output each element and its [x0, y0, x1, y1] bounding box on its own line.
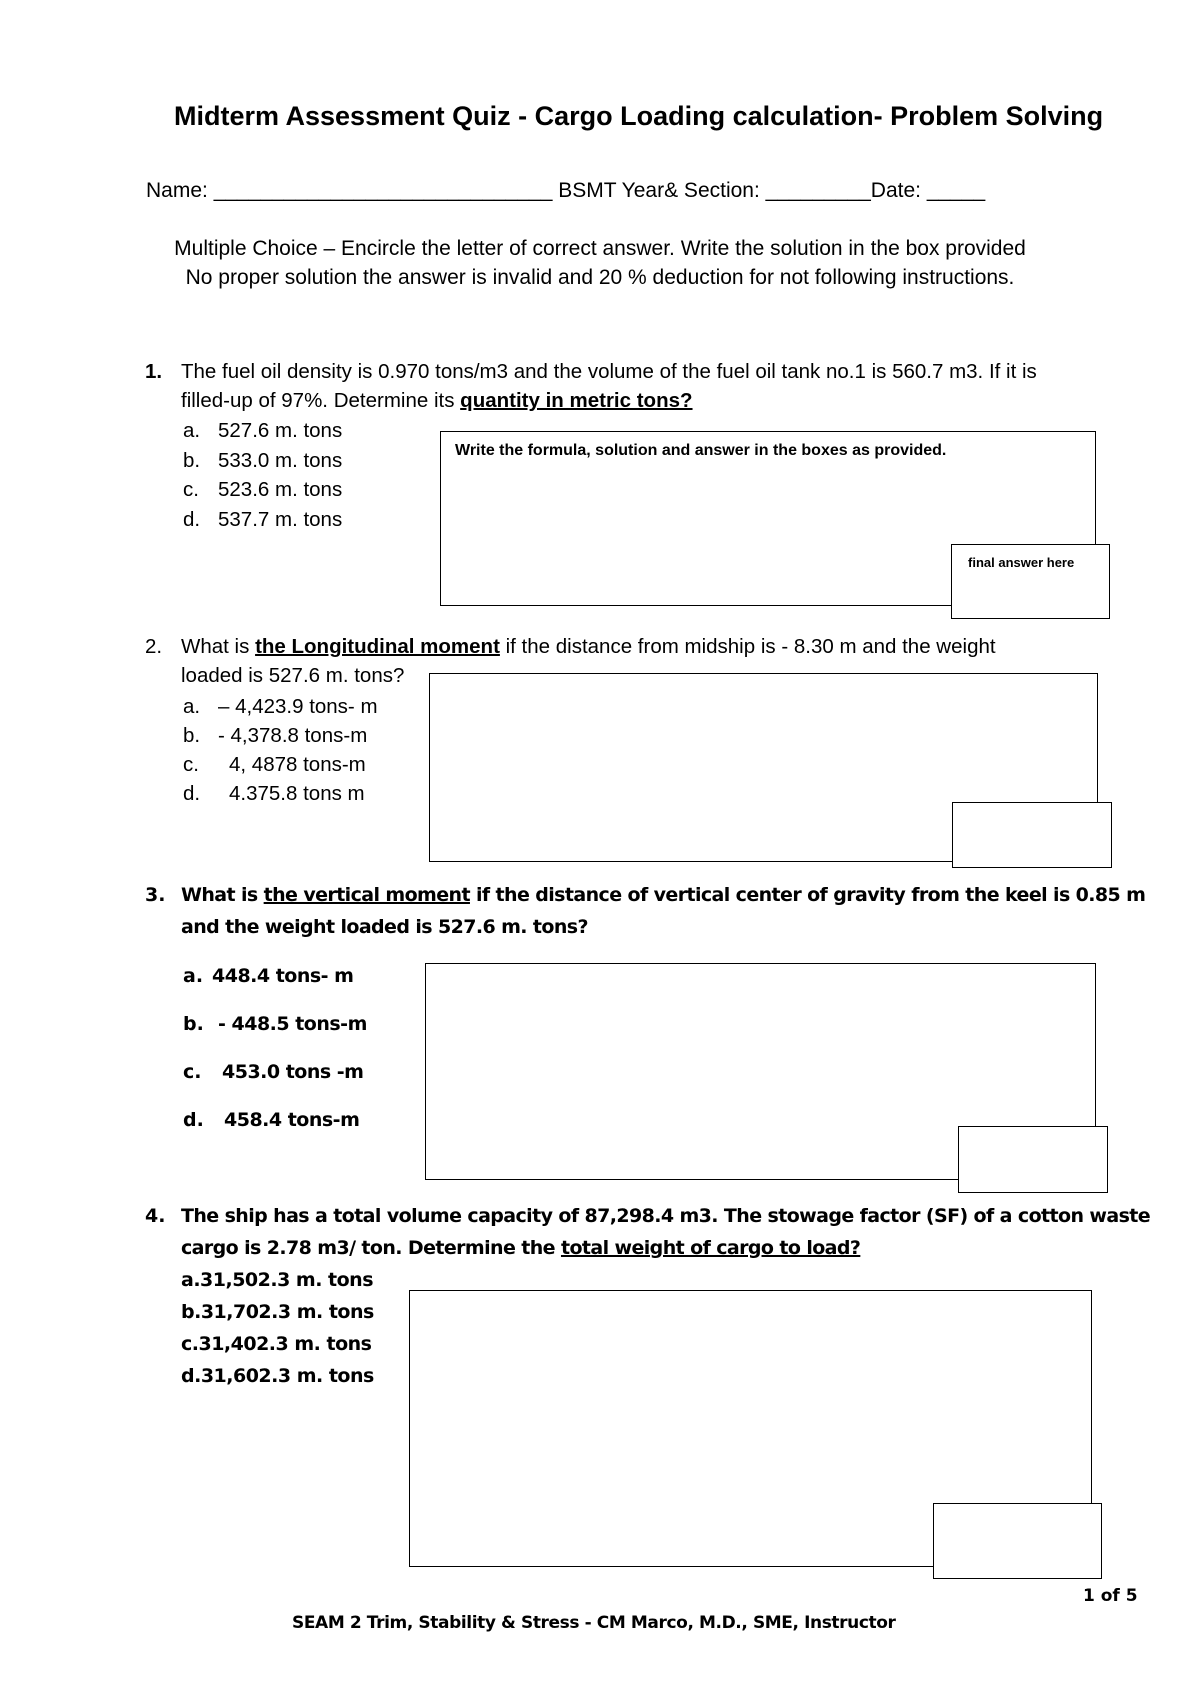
- formula-instruction-note: Write the formula, solution and answer in the boxes as provided.: [455, 442, 947, 459]
- q4-option-b[interactable]: b.31,702.3 m. tons: [181, 1301, 374, 1323]
- q4-number: 4.: [145, 1205, 166, 1227]
- q3-text-prefix: What is: [181, 884, 258, 906]
- q3-final-answer-box[interactable]: [958, 1126, 1108, 1193]
- q4-text-line-2-plain: cargo is 2.78 m3/ ton. Determine the: [181, 1237, 555, 1259]
- q2-option-d-letter[interactable]: d.: [183, 782, 201, 805]
- q3-option-d-text[interactable]: 458.4 tons-m: [224, 1109, 360, 1131]
- q1-number: 1.: [145, 360, 163, 383]
- q1-final-answer-box[interactable]: [951, 544, 1110, 619]
- q2-option-c-text[interactable]: 4, 4878 tons-m: [229, 753, 366, 776]
- section-label: BSMT Year& Section:: [558, 179, 760, 202]
- q3-option-b-text[interactable]: - 448.5 tons-m: [218, 1013, 367, 1035]
- q1-option-d-letter[interactable]: d.: [183, 508, 201, 531]
- q2-text-prefix: What is: [181, 635, 250, 658]
- q1-text-line-1: The fuel oil density is 0.970 tons/m3 and the volume of the fuel oil tank no.1 is 560.7 m3. If it is: [181, 360, 1037, 383]
- instructions-line-1: Multiple Choice – Encircle the letter of correct answer. Write the solution in the box provided: [174, 237, 1026, 260]
- q1-option-a-letter[interactable]: a.: [183, 419, 201, 442]
- q2-number: 2.: [145, 635, 163, 658]
- q4-option-c[interactable]: c.31,402.3 m. tons: [181, 1333, 372, 1355]
- q3-text-suffix: if the distance of vertical center of gravity from the keel is 0.85 m: [475, 884, 1146, 906]
- q4-option-a[interactable]: a.31,502.3 m. tons: [181, 1269, 374, 1291]
- q2-option-b-text[interactable]: - 4,378.8 tons-m: [218, 724, 368, 747]
- q2-option-a-letter[interactable]: a.: [183, 695, 201, 718]
- q1-option-c-letter[interactable]: c.: [183, 478, 199, 501]
- section-blank: _________: [765, 179, 871, 202]
- q3-option-b-letter[interactable]: b.: [183, 1013, 204, 1035]
- q2-text-suffix: if the distance from midship is - 8.30 m and the weight: [505, 635, 996, 658]
- final-answer-note: final answer here: [968, 555, 1075, 570]
- q2-final-answer-box[interactable]: [952, 802, 1112, 868]
- page-title: Midterm Assessment Quiz - Cargo Loading calculation- Problem Solving: [174, 101, 1104, 131]
- q2-text-line-2: loaded is 527.6 m. tons?: [181, 664, 405, 687]
- q4-final-answer-box[interactable]: [933, 1503, 1102, 1579]
- name-blank: _____________________________: [213, 179, 553, 202]
- q1-text-line-2-plain: filled-up of 97%. Determine its: [181, 389, 455, 412]
- course-footer: SEAM 2 Trim, Stability & Stress - CM Marco, M.D., SME, Instructor: [292, 1613, 896, 1633]
- q1-option-b-letter[interactable]: b.: [183, 449, 201, 472]
- q3-option-a-letter[interactable]: a.: [183, 965, 204, 987]
- student-info-line: [146, 179, 985, 203]
- instructions-line-2: No proper solution the answer is invalid and 20 % deduction for not following instructions.: [185, 266, 1015, 289]
- q2-option-d-text[interactable]: 4.375.8 tons m: [229, 782, 365, 805]
- q3-number: 3.: [145, 884, 166, 906]
- q1-option-b-text[interactable]: 533.0 m. tons: [218, 449, 343, 472]
- q3-text-line-2: and the weight loaded is 527.6 m. tons?: [181, 916, 588, 938]
- q2-emphasis: the Longitudinal moment: [255, 635, 500, 658]
- q1-option-a-text[interactable]: 527.6 m. tons: [218, 419, 343, 442]
- q4-option-d[interactable]: d.31,602.3 m. tons: [181, 1365, 374, 1387]
- date-label: Date:: [870, 179, 921, 202]
- q3-emphasis: the vertical moment: [263, 884, 470, 906]
- page-number: 1 of 5: [1083, 1586, 1138, 1606]
- q1-emphasis: quantity in metric tons?: [460, 389, 693, 412]
- q4-emphasis: total weight of cargo to load?: [560, 1237, 861, 1259]
- q2-text-line-1: [181, 635, 996, 659]
- q2-option-b-letter[interactable]: b.: [183, 724, 201, 747]
- q3-option-d-letter[interactable]: d.: [183, 1109, 204, 1131]
- q3-option-a-text[interactable]: 448.4 tons- m: [212, 965, 354, 987]
- name-label: Name:: [146, 179, 208, 202]
- q3-option-c-letter[interactable]: c.: [183, 1061, 202, 1083]
- q1-text-line-2: [181, 389, 693, 413]
- q4-text-line-2: [181, 1237, 860, 1259]
- q1-option-d-text[interactable]: 537.7 m. tons: [218, 508, 343, 531]
- q2-option-a-text[interactable]: – 4,423.9 tons- m: [218, 695, 378, 718]
- q1-option-c-text[interactable]: 523.6 m. tons: [218, 478, 343, 501]
- q4-text-line-1: The ship has a total volume capacity of 87,298.4 m3. The stowage factor (SF) of a cotton waste: [181, 1205, 1151, 1227]
- q3-text-line-1: [181, 884, 1145, 906]
- q2-option-c-letter[interactable]: c.: [183, 753, 199, 776]
- q3-option-c-text[interactable]: 453.0 tons -m: [222, 1061, 364, 1083]
- date-blank: _____: [926, 179, 986, 202]
